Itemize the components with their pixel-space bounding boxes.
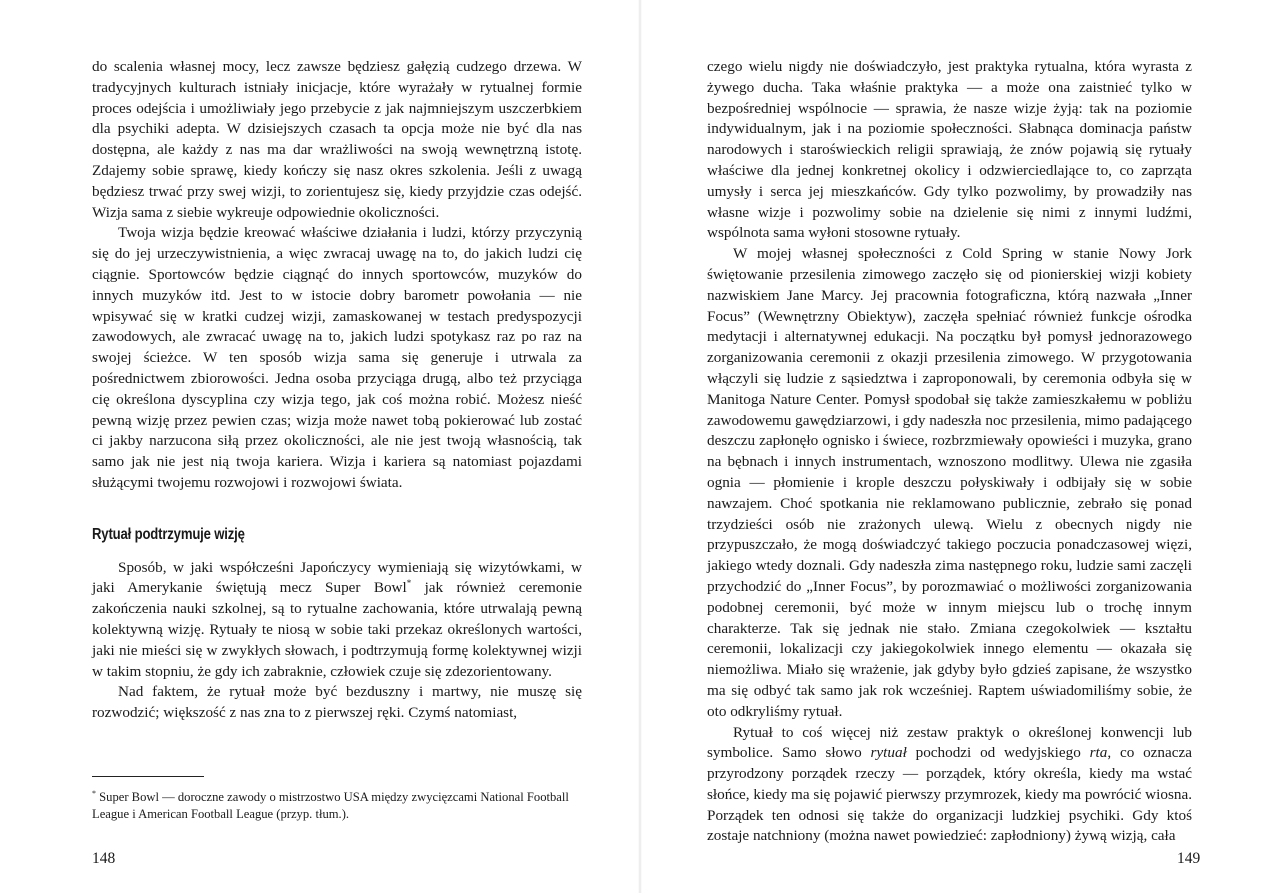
right-paragraph-3-part-c: , co oznacza przyrodzony porządek rzeczy — porządek, który określa, kiedy ma wstać słońce, kiedy ma się pojawić pierwszy przymrozek, kiedy ma powrócić wiosna. Porządek ten odnosi się także do organizacji ludzkiej psychiki. Gdy ktoś zostaje natchniony (można nawet powiedzieć: zapłodniony) żywą wizją, cała xyxy=(707,744,1192,845)
word-rta: rta xyxy=(1089,744,1108,762)
footnote-reference: * xyxy=(406,578,412,589)
left-paragraph-2: Twoja wizja będzie kreować właściwe działania i ludzi, którzy przyczynią się do jej urzeczywistnienia, a więc zwracaj uwagę na to, do jakich ludzi cię ciągnie. Sportowców będzie ciągnąć do innych sportowców, muzyków do innych muzyków itd. Jest to w istocie dobry barometr powołania — nie wpisywać się w kratki cudzej wizji, zamaskowanej w testach predyspozycji zawodowych, ale zwracać uwagę na to, jakich ludzi spotykasz raz po raz na swojej ścieżce. W ten sposób wizja sama się generuje i utrwala za pośrednictwem zbiorowości. Jedna osoba przyciąga drugą, albo też przyciąga cię określona dyscyplina czy wizja tego, jak coś można robić. Możesz nieść pewną wizję przez pewien czas; wizja może nawet tobą pokierować lub zostać ci jakby narzucona siłą przez okoliczności, ale nie jest twoją własnością, tak samo jak nie jest nią twoja kariera. Wizja i kariera są natomiast pojazdami służącymi twojemu rozwojowi i rozwojowi świata. xyxy=(92,224,582,491)
right-paragraph-3-part-a: Rytuał to coś więcej niż zestaw praktyk o określonej konwencji lub symbolice. Samo słowo xyxy=(707,723,1192,762)
section-heading: Rytuał podtrzymuje wizję xyxy=(92,525,245,543)
page-number-right: 149 xyxy=(1177,850,1201,867)
footnote xyxy=(92,785,584,823)
right-paragraph-3-part-b: pochodzi od wedyjskiego xyxy=(906,744,1090,762)
right-page xyxy=(640,0,1263,893)
left-paragraph-4: Nad faktem, że rytuał może być bezduszny i martwy, nie muszę się rozwodzić; większość z nas zna to z pierwszej ręki. Czymś natomiast, xyxy=(92,683,582,722)
page-number-left: 148 xyxy=(92,850,116,867)
left-page-body xyxy=(92,57,582,724)
footnote-text: Super Bowl — doroczne zawody o mistrzostwo USA między zwycięzcami National Football League i American Football League (przyp. tłum.). xyxy=(92,790,569,822)
footnote-rule xyxy=(92,776,204,777)
right-paragraph-1: czego wielu nigdy nie doświadczyło, jest praktyka rytualna, która wyrasta z żywego ducha. Taka właśnie praktyka — a może ona zaistnieć tylko w bezpośredniej wspólnocie — sprawia, że nasze wizje żyją: tak na poziomie indywidualnym, jak i na poziomie społeczności. Słabnąca dominacja państw narodowych i staroświeckich religii sprawiają, że znów pojawią się rytuały właściwe dla jednej konkretnej okolicy i odzwierciedlające to, co zaprząta umysły i serca jej mieszkańców. Gdy tylko pozwolimy, by prowadziły nas własne wizje i pozwolimy sobie na dzielenie się nimi z innymi ludźmi, wspólnota sama wyłoni stosowne rytuały. xyxy=(707,58,1192,242)
left-paragraph-3 xyxy=(92,558,582,683)
word-rytual: rytuał xyxy=(870,744,907,762)
right-paragraph-3 xyxy=(707,723,1192,848)
left-paragraph-3-start: Sposób, w jaki współcześni Japończycy wymieniają się wizytówkami, w jaki Amerykanie świętują mecz Super Bowl xyxy=(92,558,582,597)
right-paragraph-2: W mojej własnej społeczności z Cold Spring w stanie Nowy Jork świętowanie przesilenia zimowego zaczęło się od pionierskiej wizji kobiety nazwiskiem Jane Marcy. Jej pracownia fotograficzna, którą nazwała „Inner Focus” (Wewnętrzny Obiektyw), zaczęła spełniać również funkcje ośrodka medytacji i alternatywnej edukacji. Na początku był pomysł jednorazowego zorganizowania ceremonii z okazji przesilenia zimowego. W przygotowania włączyli się ludzie z sąsiedztwa i zaproponowali, by ceremonia odbyła się w Manitoga Nature Center. Pomysł spodobał się także zamieszkałemu w pobliżu zawodowemu gawędziarzowi, i gdy nadeszła noc przesilenia, mimo padającego deszczu zapłonęło ognisko i świece, rozbrzmiewały opowieści i muzyka, grano na bębnach i innych instrumentach, wznoszono modlitwy. Ulewa nie zgasiła ognia — płomienie i krople deszczu połyskiwały i odbijały się w sobie nawzajem. Choć spotkania nie reklamowano publicznie, zebrało się ponad trzydzieści osób nie zrażonych ulewą. Wielu z obecnych nigdy nie przypuszczało, że mogą doświadczyć takiego poczucia ponadczasowej więzi, jakiego wtedy doznali. Gdy nadeszła zima następnego roku, ludzie sami zaczęli przychodzić do „Inner Focus”, by porozmawiać o możliwości zorganizowania podobnej ceremonii, być może w innym miejscu lub o trochę innym charakterze. Tak się jednak nie stało. Zmiana czegokolwiek — kształtu ceremonii, lokalizacji czy jakiegokolwiek innego elementu — okazała się niemożliwa. Miało się wrażenie, jak gdyby było gdzieś zapisane, że wszystko ma się odbyć tak samo jak rok wcześniej. Raptem uświadomiliśmy sobie, że oto odkryliśmy rytuał. xyxy=(707,245,1192,720)
right-page-body xyxy=(707,57,1192,847)
left-paragraph-3-end: jak również ceremonie zakończenia nauki szkolnej, są to rytualne zachowania, które utrwalają pewną kolektywną wizję. Rytuały te niosą w sobie taki przekaz określonych wartości, jaki nie mieści się w zwykłych słowach, i podtrzymują formę kolektywnej wizji w takim stopniu, że gdy ich zabraknie, człowiek czuje się zdezorientowany. xyxy=(92,579,582,680)
footnote-mark: * xyxy=(92,789,96,798)
left-paragraph-1: do scalenia własnej mocy, lecz zawsze będziesz gałęzią cudzego drzewa. W tradycyjnych kulturach istniały inicjacje, które wyrażały w rytualnej formie proces odejścia i umożliwiały jego przebycie z jak najmniejszym uszczerbkiem dla psychiki adepta. W dzisiejszych czasach ta opcja może nie być dla nas dostępna, ale każdy z nas ma dar wrażliwości na swoją wewnętrzną istotę. Zdajemy sobie sprawę, kiedy kończy się nasz okres szkolenia. Jeśli z uwagą będziesz trwać przy swej wizji, to zorientujesz się, kiedy przyjdzie czas odejść. Wizja sama z siebie wykreuje odpowiednie okoliczności. xyxy=(92,58,582,221)
